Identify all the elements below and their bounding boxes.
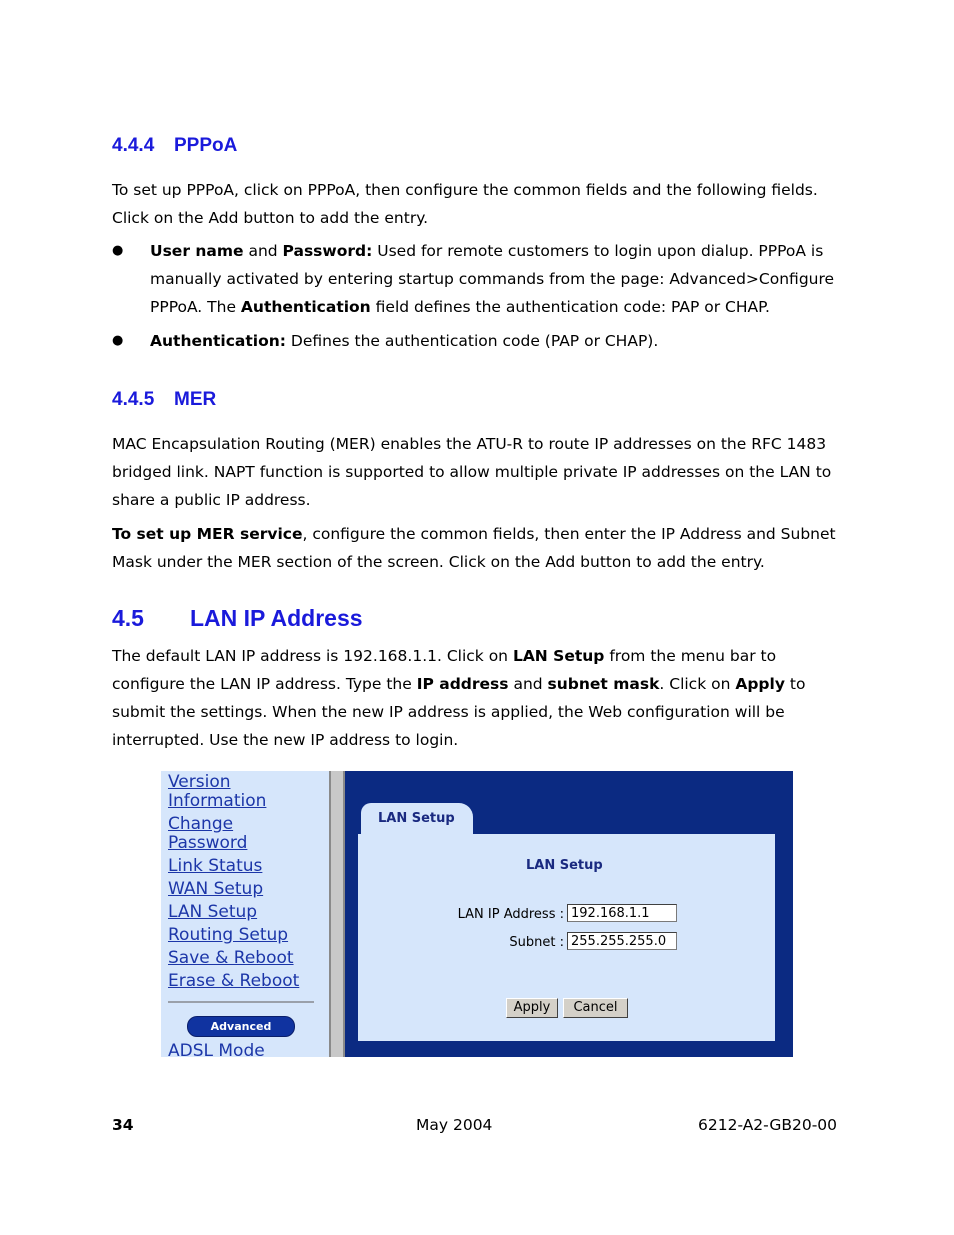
mer-paragraph: MAC Encapsulation Routing (MER) enables the ATU-R to route IP addresses on the RFC 1483 bridged link. NAPT function is supported to allow multiple private IP addresses on the LAN to share a public IP address. — [112, 435, 832, 509]
bold-term: subnet mask — [547, 675, 660, 693]
menu-link-save-reboot[interactable]: Save & Reboot — [168, 948, 294, 968]
menu-link-adsl-mode[interactable]: ADSL Mode — [168, 1041, 265, 1057]
bold-term: Password: — [282, 242, 373, 260]
text-run: . Click on — [659, 675, 736, 693]
bold-term: To set up MER service — [112, 525, 303, 543]
menu-link-link-status[interactable]: Link Status — [168, 856, 263, 876]
bullet-user-name-password — [150, 237, 850, 321]
bold-term: Authentication: — [150, 332, 286, 350]
bold-term: IP address — [416, 675, 509, 693]
bold-term: LAN Setup — [512, 647, 605, 665]
bold-term: User name — [150, 242, 244, 260]
menu-link-information[interactable]: Information — [168, 791, 267, 811]
text-run: The default LAN IP address is 192.168.1.1. Click on — [112, 647, 513, 665]
page-number: 34 — [112, 1116, 134, 1134]
section-number: 4.4.5 — [112, 389, 155, 410]
cancel-button[interactable]: Cancel — [563, 998, 628, 1018]
menu-link-change[interactable]: Change — [168, 814, 234, 834]
bold-term: Apply — [735, 675, 785, 693]
menu-divider — [168, 1001, 314, 1003]
menu-link-routing-setup[interactable]: Routing Setup — [168, 925, 289, 945]
section-heading-mer — [112, 389, 216, 411]
text-run: field defines the authentication code: PAP or CHAP. — [370, 298, 770, 316]
menu-link-password[interactable]: Password — [168, 833, 248, 853]
mer-setup-paragraph — [112, 520, 848, 576]
lan-ip-input[interactable]: 192.168.1.1 — [567, 904, 677, 922]
lan-setup-screenshot — [161, 771, 793, 1057]
sidebar-menu — [161, 771, 329, 1057]
lan-setup-panel — [358, 834, 775, 1041]
text-run: to submit the settings. When the new IP address is applied, the Web configuration will be interrupted. Use the new IP address to login. — [112, 675, 806, 749]
lan-paragraph — [112, 642, 848, 754]
footer-doc-id: 6212-A2-GB20-00 — [698, 1116, 838, 1134]
section-number: 4.5 — [112, 605, 144, 631]
text-run: and — [508, 675, 548, 693]
footer-date: May 2004 — [416, 1116, 493, 1134]
menu-link-wan-setup[interactable]: WAN Setup — [168, 879, 264, 899]
text-run: and — [243, 242, 283, 260]
menu-link-lan-setup[interactable]: LAN Setup — [168, 902, 258, 922]
text-run: Used for remote customers to login upon dialup. PPPoA is manually activated by entering startup commands from the page: Advanced>Configure PPPoA. The — [150, 242, 835, 316]
section-title: LAN IP Address — [190, 605, 363, 631]
tab-lan-setup[interactable]: LAN Setup — [361, 803, 473, 834]
text-run: from the menu bar to configure the LAN IP address. Type the — [112, 647, 777, 693]
bullet-dot: ● — [112, 243, 124, 258]
content-area — [345, 771, 793, 1057]
text-run: Defines the authentication code (PAP or CHAP). — [286, 332, 659, 350]
panel-title: LAN Setup — [526, 858, 603, 873]
section-heading-lan-ip — [112, 605, 363, 632]
bullet-authentication — [150, 327, 850, 355]
menu-link-erase-reboot[interactable]: Erase & Reboot — [168, 971, 300, 991]
section-heading-pppoa — [112, 135, 237, 157]
menu-link-version[interactable]: Version — [168, 772, 231, 792]
bullet-dot: ● — [112, 333, 124, 348]
advanced-button[interactable]: Advanced — [187, 1016, 295, 1037]
apply-button[interactable]: Apply — [506, 998, 558, 1018]
subnet-input[interactable]: 255.255.255.0 — [567, 932, 677, 950]
frame-separator[interactable] — [329, 771, 345, 1057]
section-title: PPPoA — [174, 135, 238, 156]
text-run: , configure the common fields, then enter the IP Address and Subnet Mask under the MER section of the screen. Click on the Add button to add the entry. — [112, 525, 836, 571]
lan-ip-label: LAN IP Address : — [457, 907, 564, 922]
section-number: 4.4.4 — [112, 135, 155, 156]
subnet-label: Subnet : — [509, 935, 564, 950]
pppoa-intro: To set up PPPoA, click on PPPoA, then configure the common fields and the following fields. Click on the Add button to add the entry. — [112, 181, 818, 227]
bold-term: Authentication — [240, 298, 371, 316]
section-title: MER — [174, 389, 217, 410]
